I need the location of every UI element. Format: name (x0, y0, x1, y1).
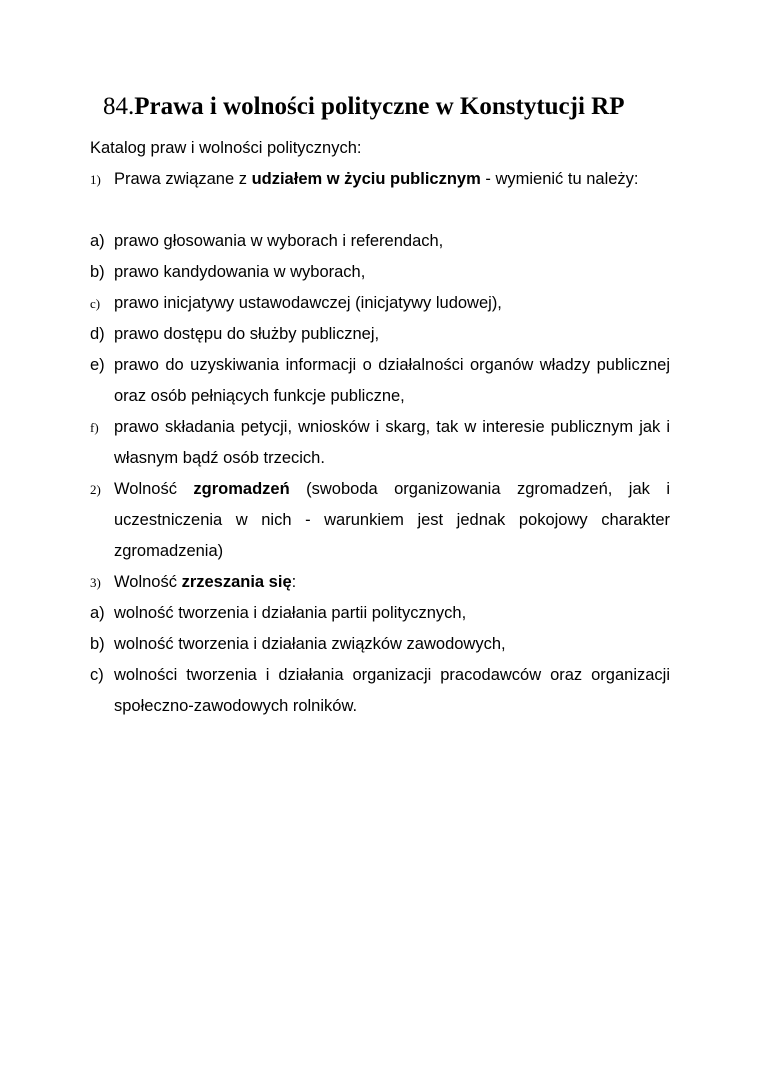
list-item-text: wolność tworzenia i działania związków zawodowych, (114, 635, 506, 653)
heading-number: 84. (103, 93, 135, 120)
list-item-text: wolność tworzenia i działania partii politycznych, (114, 604, 467, 622)
list-item-text: Wolność zrzeszania się: (114, 573, 297, 591)
intro-text: Katalog praw i wolności politycznych: (90, 139, 362, 157)
list-item-text: wolności tworzenia i działania organizacji pracodawców oraz organizacji społeczno-zawodowych rolników. (114, 666, 670, 715)
list-item-text: prawo dostępu do służby publicznej, (114, 325, 380, 343)
list-marker: a) (90, 232, 105, 250)
list-item-f (90, 412, 670, 474)
page-title (103, 90, 703, 124)
list-item-b (90, 257, 670, 288)
list-item-text: prawo składania petycji, wniosków i skarg, tak w interesie publicznym jak i własnym bądź osób trzecich. (114, 418, 670, 467)
list-marker: c) (90, 296, 101, 311)
list-marker: 3) (90, 575, 101, 590)
list-marker: b) (90, 635, 105, 653)
list-item-d (90, 319, 670, 350)
list-item-1 (90, 164, 670, 195)
list-marker: f) (90, 420, 99, 435)
list-item-text: prawo głosowania w wyborach i referendach, (114, 232, 444, 250)
list-marker: a) (90, 604, 105, 622)
list-item-text: prawo do uzyskiwania informacji o działalności organów władzy publicznej oraz osób pełniących funkcje publiczne, (114, 356, 670, 405)
emphasis-text: udziałem w życiu publicznym (251, 170, 481, 188)
list-item-a2 (90, 598, 670, 629)
list-item-text: Prawa związane z udziałem w życiu publicznym - wymienić tu należy: (114, 170, 639, 188)
list-marker: d) (90, 325, 105, 343)
list-marker: 2) (90, 482, 101, 497)
list-item-3 (90, 567, 670, 598)
list-item-e (90, 350, 670, 412)
list-item-b2 (90, 629, 670, 660)
emphasis-text: zgromadzeń (193, 480, 290, 498)
list-marker: c) (90, 666, 104, 684)
list-item-text: Wolność zgromadzeń (swoboda organizowania zgromadzeń, jak i uczestniczenia w nich - warunkiem jest jednak pokojowy charakter zgromadzenia) (114, 480, 670, 560)
list-item-c2 (90, 660, 670, 722)
list-item-2 (90, 474, 670, 567)
list-marker: 1) (90, 172, 101, 187)
list-marker: e) (90, 356, 105, 374)
list-marker: b) (90, 263, 105, 281)
emphasis-text: zrzeszania się (181, 573, 292, 591)
list-item-a (90, 226, 670, 257)
list-item-text: prawo kandydowania w wyborach, (114, 263, 366, 281)
list-item-text: prawo inicjatywy ustawodawczej (inicjatywy ludowej), (114, 294, 502, 312)
heading-title: Prawa i wolności polityczne w Konstytucji RP (134, 93, 625, 120)
list-item-c (90, 288, 670, 319)
